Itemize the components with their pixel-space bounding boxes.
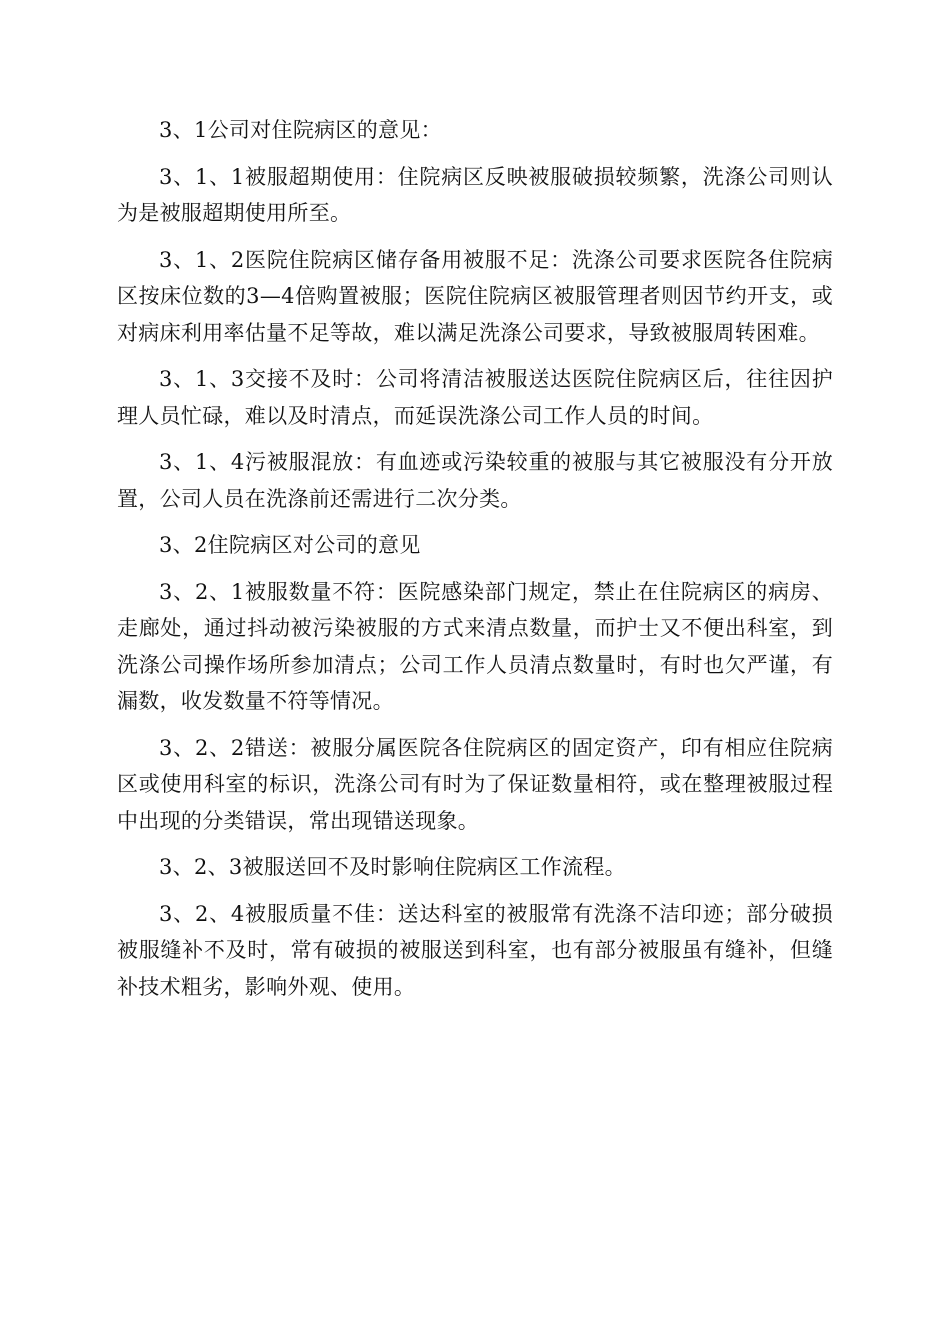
paragraph-3-2-4: 3、2、4被服质量不佳：送达科室的被服常有洗涤不洁印迹；部分破损被服缝补不及时，常有破损的被服送到科室，也有部分被服虽有缝补，但缝补技术粗劣，影响外观、使用。 xyxy=(117,901,833,999)
paragraph-3-2-heading: 3、2住院病区对公司的意见 xyxy=(159,533,421,557)
paragraph-3-1-4: 3、1、4污被服混放：有血迹或污染较重的被服与其它被服没有分开放置，公司人员在洗涤前还需进行二次分类。 xyxy=(117,450,833,511)
paragraph-3-1-heading: 3、1公司对住院病区的意见： xyxy=(159,118,442,142)
paragraph-3-2-1: 3、2、1被服数量不符：医院感染部门规定，禁止在住院病区的病房、走廊处，通过抖动被污染被服的方式来清点数量，而护士又不便出科室，到洗涤公司操作场所参加清点；公司工作人员清点数量时，有时也欠严谨，有漏数，收发数量不符等情况。 xyxy=(117,579,833,713)
paragraph-3-2-3: 3、2、3被服送回不及时影响住院病区工作流程。 xyxy=(159,855,626,879)
paragraph-3-1-1: 3、1、1被服超期使用：住院病区反映被服破损较频繁，洗涤公司则认为是被服超期使用所至。 xyxy=(117,164,833,225)
paragraph-3-1-3: 3、1、3交接不及时：公司将清洁被服送达医院住院病区后，往往因护理人员忙碌，难以及时清点，而延误洗涤公司工作人员的时间。 xyxy=(117,367,833,428)
document-body xyxy=(117,112,833,1015)
paragraph-3-2-2: 3、2、2错送：被服分属医院各住院病区的固定资产，印有相应住院病区或使用科室的标识，洗涤公司有时为了保证数量相符，或在整理被服过程中出现的分类错误，常出现错送现象。 xyxy=(117,735,833,833)
paragraph-3-1-2: 3、1、2医院住院病区储存备用被服不足：洗涤公司要求医院各住院病区按床位数的3—4倍购置被服；医院住院病区被服管理者则因节约开支，或对病床利用率估量不足等故，难以满足洗涤公司要求，导致被服周转困难。 xyxy=(117,247,833,345)
